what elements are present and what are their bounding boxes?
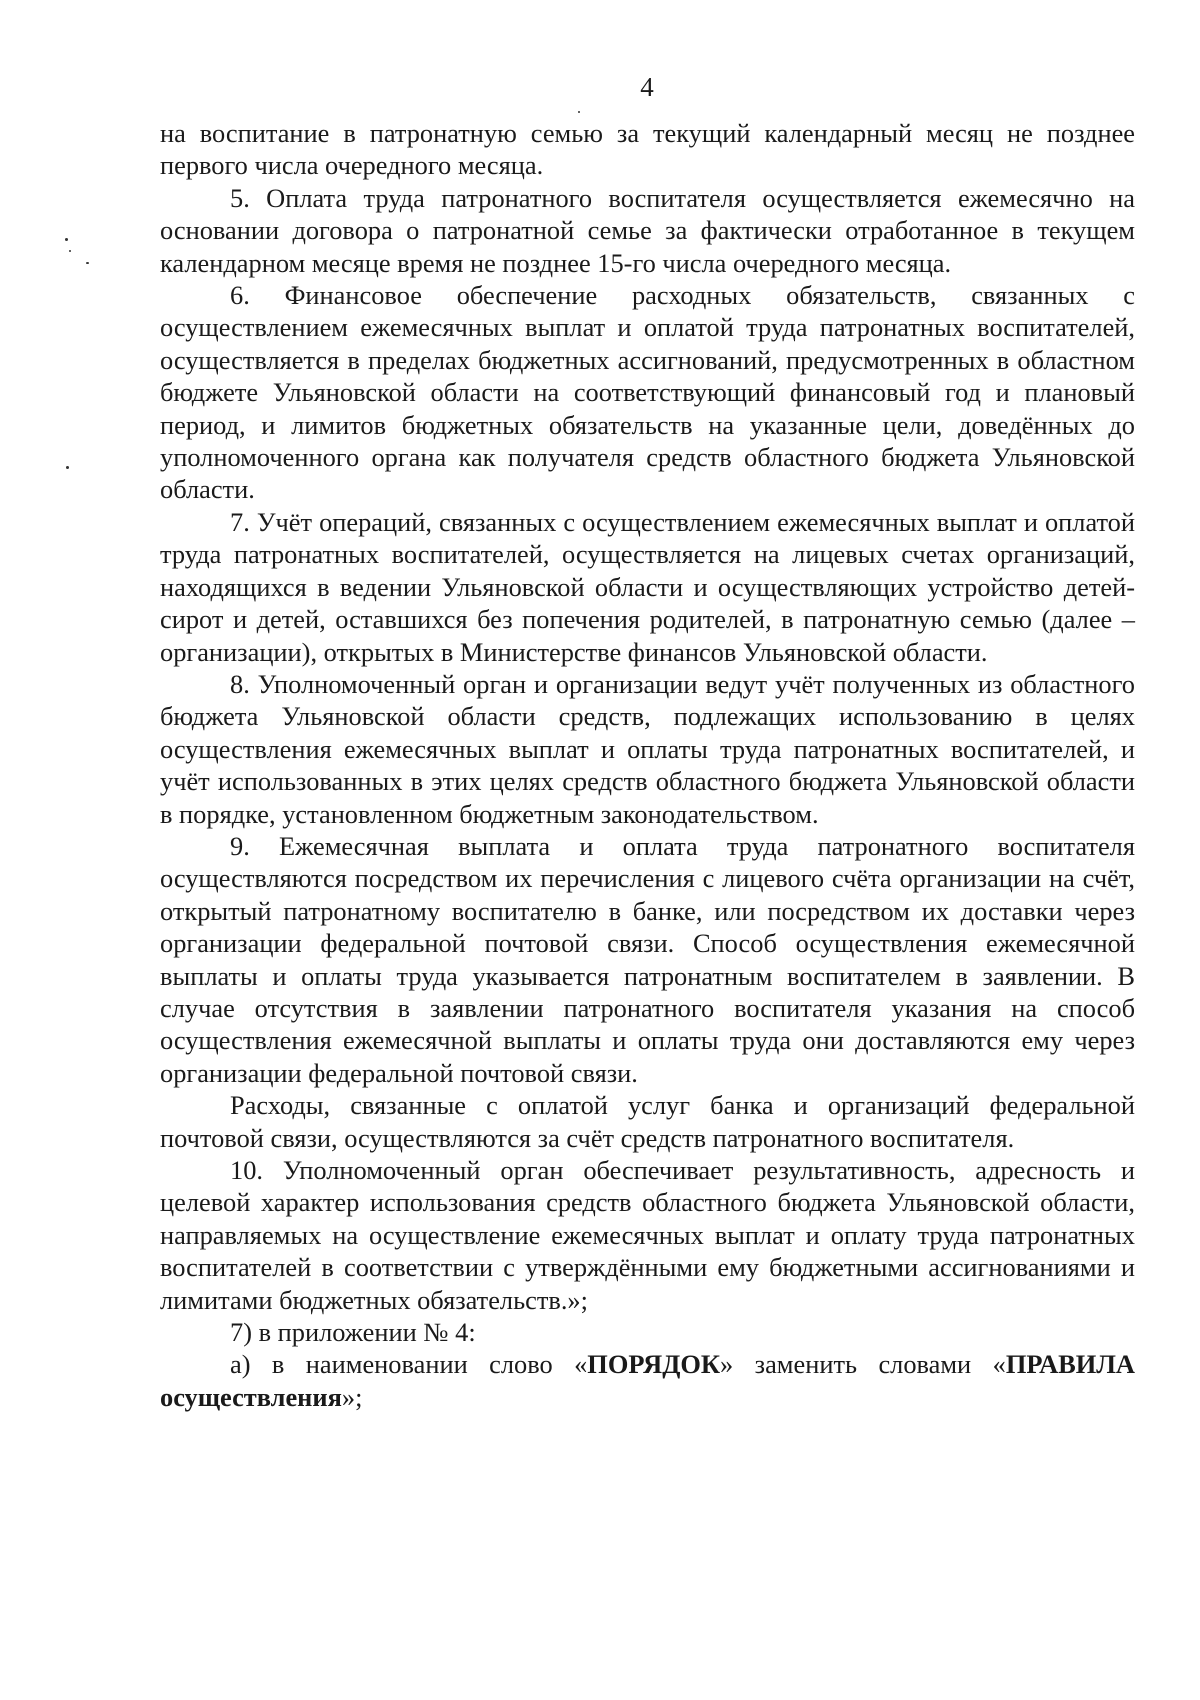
paragraph-8: 8. Уполномоченный орган и организации ведут учёт полученных из областного бюджета Ульяновской области средств, подлежащих использованию в целях осуществления ежемесячных выплат и оплаты труда патронатных воспитателей, и учёт использованных в этих целях средств областного бюджета Ульяновской области в порядке, установленном бюджетным законодательством.	[160, 668, 1135, 829]
item-7-a-middle: » заменить словами «	[720, 1349, 1006, 1380]
scan-speck	[578, 111, 580, 113]
paragraph-5: 5. Оплата труда патронатного воспитателя осуществляется ежемесячно на основании договора о патронатной семье за фактически отработанное в текущем календарном месяце время не позднее 15-го числа очередного месяца.	[160, 182, 1135, 278]
paragraph-9-expenses: Расходы, связанные с оплатой услуг банка и организаций федеральной почтовой связи, осуществляются за счёт средств патронатного воспитателя.	[160, 1090, 1135, 1153]
scan-speck	[86, 262, 89, 264]
scan-speck	[65, 238, 68, 241]
paragraph-9: 9. Ежемесячная выплата и оплата труда патронатного воспитателя осуществляются посредством их перечисления с лицевого счёта организации на счёт, открытый патронатному воспитателю в банке, или посредством их доставки через организации федеральной почтовой связи. Способ осуществления ежемесячной выплаты и оплаты труда указывается патронатным воспитателем в заявлении. В случае отсутствия в заявлении патронатного воспитателя указания на способ осуществления ежемесячной выплаты и оплаты труда они доставляются ему через организации федеральной почтовой связи.	[160, 830, 1135, 1088]
paragraph-6: 6. Финансовое обеспечение расходных обязательств, связанных с осуществлением ежемесячных выплат и оплатой труда патронатных воспитателей, осуществляется в пределах бюджетных ассигнований, предусмотренных в областном бюджете Ульяновской области на соответствующий финансовый год и плановый период, и лимитов бюджетных обязательств на указанные цели, доведённых до уполномоченного органа как получателя средств областного бюджета Ульяновской области.	[160, 280, 1135, 505]
scan-speck	[66, 466, 69, 469]
document-body	[160, 117, 1135, 1413]
paragraph-7: 7. Учёт операций, связанных с осуществлением ежемесячных выплат и оплатой труда патронатных воспитателей, осуществляется на лицевых счетах организаций, находящихся в ведении Ульяновской области и осуществляющих устройство детей-сирот и детей, оставшихся без попечения родителей, в патронатную семью (далее – организации), открытых в Министерстве финансов Ульяновской области.	[160, 506, 1135, 667]
item-7-a-prefix: а) в наименовании слово «	[230, 1349, 588, 1380]
item-7-a	[160, 1348, 1135, 1413]
page-number: 4	[640, 72, 654, 102]
scan-speck	[69, 250, 71, 252]
item-7: 7) в приложении № 4:	[230, 1317, 476, 1348]
paragraph-continuation: на воспитание в патронатную семью за текущий календарный месяц не позднее первого числа очередного месяца.	[160, 118, 1135, 181]
bold-term-pravila: ПРАВИЛА осуществления	[160, 1349, 1135, 1412]
bold-term-poryadok: ПОРЯДОК	[587, 1349, 721, 1380]
item-7-a-suffix: »;	[341, 1381, 363, 1412]
paragraph-10: 10. Уполномоченный орган обеспечивает результативность, адресность и целевой характер использования средств областного бюджета Ульяновской области, направляемых на осуществление ежемесячных выплат и оплату труда патронатных воспитателей в соответствии с утверждёнными ему бюджетными ассигнованиями и лимитами бюджетных обязательств.»;	[160, 1155, 1135, 1315]
